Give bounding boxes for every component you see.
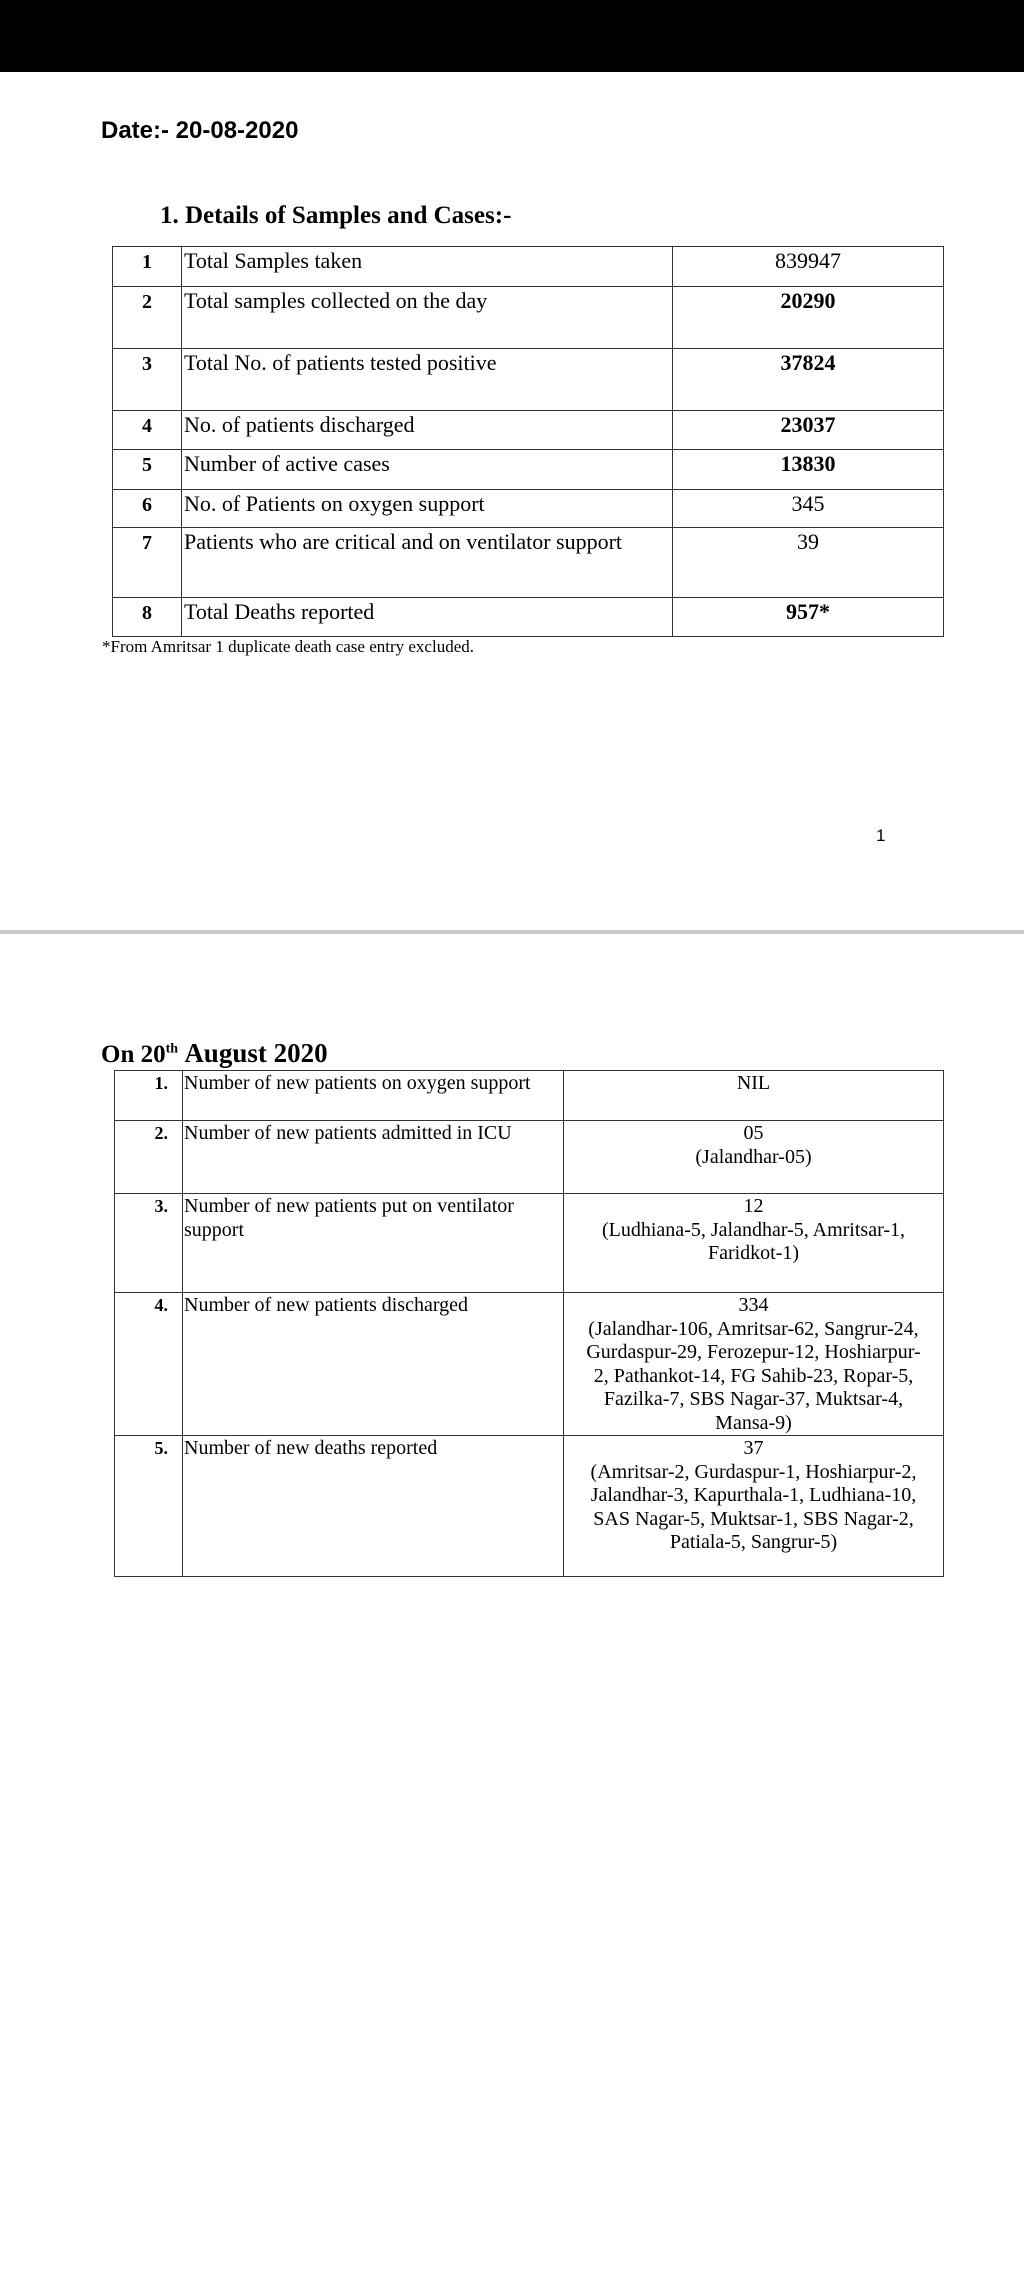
value-line: NIL bbox=[736, 1072, 771, 1094]
table-row bbox=[113, 450, 944, 490]
row-value: 957* bbox=[673, 598, 944, 637]
row-number: 7 bbox=[113, 528, 182, 598]
row-value bbox=[564, 1121, 944, 1194]
row-value: 39 bbox=[673, 528, 944, 598]
table-row bbox=[113, 528, 944, 598]
row-value bbox=[564, 1293, 944, 1436]
value-line: SAS Nagar-5, Muktsar-1, SBS Nagar-2, bbox=[593, 1507, 914, 1530]
row-label: No. of patients discharged bbox=[182, 411, 673, 450]
heading-superscript: th bbox=[165, 1041, 179, 1057]
row-value: 13830 bbox=[673, 450, 944, 490]
row-label: Number of new patients admitted in ICU bbox=[183, 1121, 564, 1194]
value-line: 334 bbox=[738, 1294, 769, 1316]
row-value bbox=[564, 1194, 944, 1293]
table-row bbox=[115, 1293, 944, 1436]
row-label: Number of new patients on oxygen support bbox=[183, 1071, 564, 1121]
row-number: 5 bbox=[113, 450, 182, 490]
value-line: (Amritsar-2, Gurdaspur-1, Hoshiarpur-2, bbox=[590, 1460, 917, 1483]
row-value bbox=[564, 1436, 944, 1577]
page-divider bbox=[0, 930, 1024, 934]
row-label: Number of new deaths reported bbox=[183, 1436, 564, 1577]
value-line: (Ludhiana-5, Jalandhar-5, Amritsar-1, bbox=[602, 1218, 905, 1241]
table-row bbox=[113, 247, 944, 287]
value-line: (Jalandhar-106, Amritsar-62, Sangrur-24, bbox=[588, 1317, 919, 1340]
row-number: 4. bbox=[115, 1293, 183, 1436]
row-number: 5. bbox=[115, 1436, 183, 1577]
row-number: 4 bbox=[113, 411, 182, 450]
value-line: 05 bbox=[743, 1122, 764, 1144]
daily-heading bbox=[101, 1038, 328, 1069]
table-row bbox=[113, 598, 944, 637]
row-number: 6 bbox=[113, 490, 182, 528]
value-line: 37 bbox=[743, 1437, 764, 1459]
table-row bbox=[113, 490, 944, 528]
row-label: Total samples collected on the day bbox=[182, 287, 673, 349]
row-label: Total No. of patients tested positive bbox=[182, 349, 673, 411]
table-row bbox=[113, 287, 944, 349]
table-row bbox=[113, 349, 944, 411]
value-line: 12 bbox=[743, 1195, 764, 1217]
footnote: *From Amritsar 1 duplicate death case entry excluded. bbox=[102, 637, 474, 656]
row-number: 1 bbox=[113, 247, 182, 287]
row-number: 3. bbox=[115, 1194, 183, 1293]
table-row bbox=[115, 1436, 944, 1577]
samples-cases-table bbox=[112, 246, 944, 637]
row-value bbox=[564, 1071, 944, 1121]
value-line: 2, Pathankot-14, FG Sahib-23, Ropar-5, bbox=[593, 1364, 914, 1387]
heading-month: August 2020 bbox=[184, 1038, 328, 1068]
row-value: 839947 bbox=[673, 247, 944, 287]
row-label: No. of Patients on oxygen support bbox=[182, 490, 673, 528]
row-label: Number of new patients discharged bbox=[183, 1293, 564, 1436]
value-line: (Jalandhar-05) bbox=[695, 1145, 812, 1168]
heading-prefix: On 20 bbox=[101, 1041, 166, 1068]
row-value: 345 bbox=[673, 490, 944, 528]
row-number: 2 bbox=[113, 287, 182, 349]
table-row bbox=[113, 411, 944, 450]
value-line: Patiala-5, Sangrur-5) bbox=[669, 1531, 838, 1553]
value-line: Gurdaspur-29, Ferozepur-12, Hoshiarpur- bbox=[586, 1341, 921, 1363]
value-line: Mansa-9) bbox=[715, 1411, 792, 1434]
report-date: Date:- 20-08-2020 bbox=[101, 117, 299, 144]
value-line: Faridkot-1) bbox=[707, 1242, 800, 1264]
row-value: 37824 bbox=[673, 349, 944, 411]
row-number: 1. bbox=[115, 1071, 183, 1121]
table-row bbox=[115, 1121, 944, 1194]
table-row bbox=[115, 1071, 944, 1121]
daily-updates-table bbox=[114, 1070, 944, 1577]
row-number: 8 bbox=[113, 598, 182, 637]
row-number: 3 bbox=[113, 349, 182, 411]
section-title: 1. Details of Samples and Cases:- bbox=[160, 202, 512, 229]
value-line: Fazilka-7, SBS Nagar-37, Muktsar-4, bbox=[603, 1388, 904, 1410]
row-number: 2. bbox=[115, 1121, 183, 1194]
row-label: Number of active cases bbox=[182, 450, 673, 490]
page-number: 1 bbox=[876, 826, 886, 845]
row-value: 23037 bbox=[673, 411, 944, 450]
row-label: Number of new patients put on ventilator support bbox=[183, 1194, 564, 1293]
top-black-bar bbox=[0, 0, 1024, 72]
table-row bbox=[115, 1194, 944, 1293]
row-label: Total Deaths reported bbox=[182, 598, 673, 637]
row-value: 20290 bbox=[673, 287, 944, 349]
row-label: Patients who are critical and on ventilator support bbox=[182, 528, 673, 598]
value-line: Jalandhar-3, Kapurthala-1, Ludhiana-10, bbox=[590, 1484, 917, 1506]
row-label: Total Samples taken bbox=[182, 247, 673, 287]
